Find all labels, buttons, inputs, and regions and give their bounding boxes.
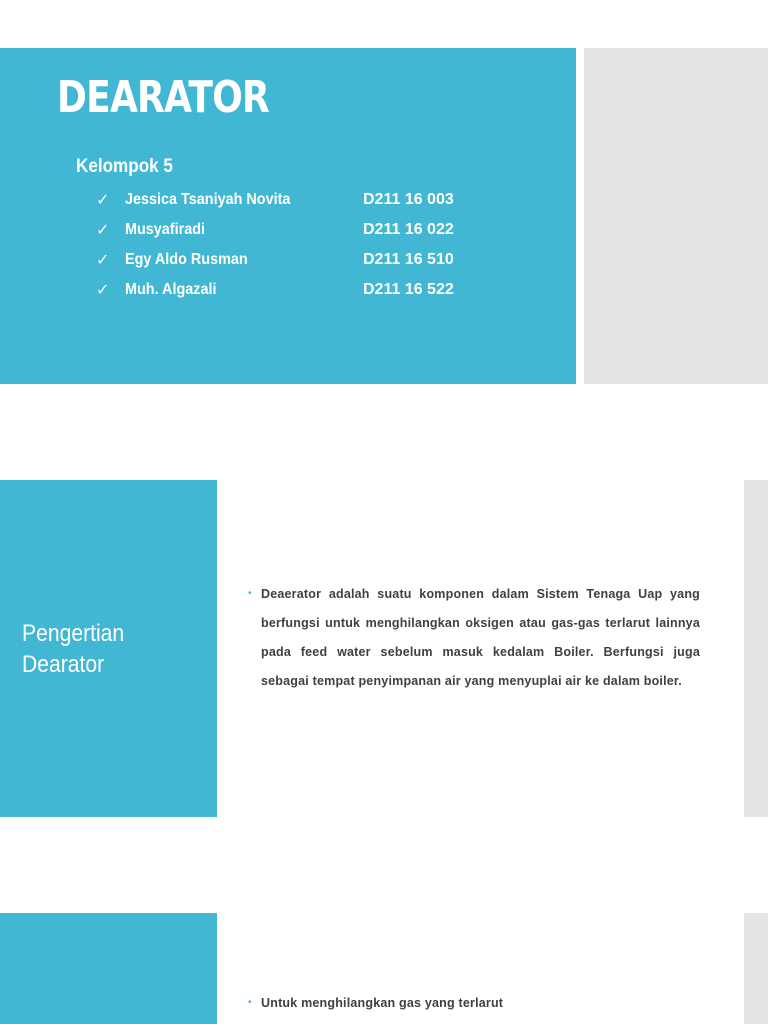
bullet-icon: • bbox=[248, 588, 252, 599]
title-slide-side-panel bbox=[584, 48, 768, 384]
function-slide-side-panel bbox=[744, 913, 768, 1024]
member-name: Musyafiradi bbox=[125, 221, 206, 238]
member-name: Jessica Tsaniyah Novita bbox=[125, 191, 291, 208]
member-name: Muh. Algazali bbox=[125, 281, 217, 298]
bullet-icon: • bbox=[248, 997, 252, 1008]
function-slide-panel bbox=[0, 913, 217, 1024]
function-bullet bbox=[248, 989, 700, 1018]
section-title bbox=[22, 618, 124, 680]
checkmark-icon: ✓ bbox=[96, 280, 110, 299]
member-id: D211 16 510 bbox=[363, 251, 454, 268]
section-title-line2: Dearator bbox=[22, 651, 105, 678]
member-id: D211 16 022 bbox=[363, 221, 454, 238]
slide-title: DEARATOR bbox=[57, 72, 269, 123]
definition-bullet bbox=[248, 580, 700, 696]
member-id: D211 16 522 bbox=[363, 281, 454, 298]
section-title-line1: Pengertian bbox=[22, 620, 125, 647]
member-id: D211 16 003 bbox=[363, 191, 454, 208]
group-label: Kelompok 5 bbox=[76, 156, 173, 177]
definition-text: Deaerator adalah suatu komponen dalam Sistem Tenaga Uap yang berfungsi untuk menghilangkan oksigen atau gas-gas terlarut lainnya pada feed water sebelum masuk kedalam Boiler. Berfungsi juga sebagai tempat penyimpanan air yang menyuplai air ke dalam boiler. bbox=[261, 587, 700, 688]
checkmark-icon: ✓ bbox=[96, 250, 110, 269]
checkmark-icon: ✓ bbox=[96, 220, 110, 239]
checkmark-icon: ✓ bbox=[96, 190, 110, 209]
member-name: Egy Aldo Rusman bbox=[125, 251, 248, 268]
definition-slide-side-panel bbox=[744, 480, 768, 817]
function-text: Untuk menghilangkan gas yang terlarut bbox=[261, 996, 504, 1010]
